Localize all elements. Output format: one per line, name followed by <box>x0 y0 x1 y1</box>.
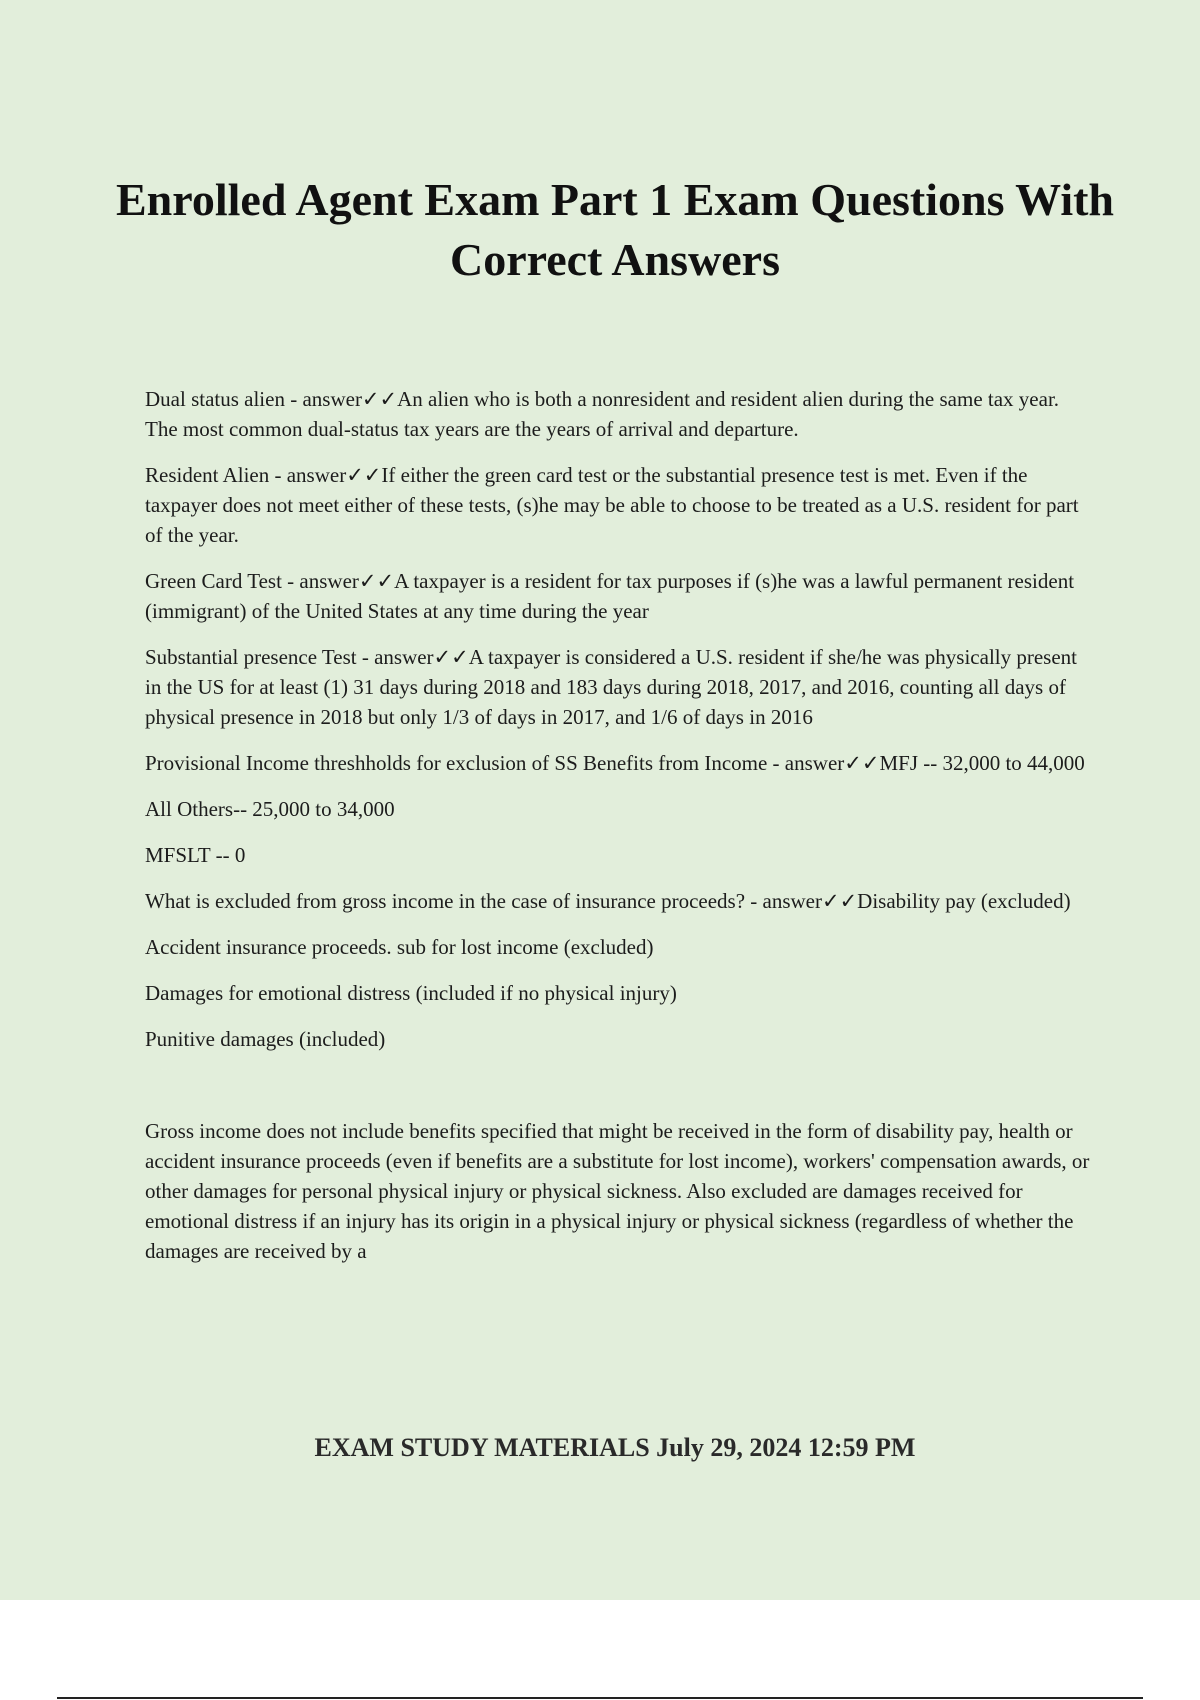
qa-provisional-income: Provisional Income threshholds for exclusion of SS Benefits from Income - answer✓✓MFJ -- 32,000 to 44,000 <box>145 751 1085 775</box>
document-body <box>145 384 1095 1282</box>
document-title: Enrolled Agent Exam Part 1 Exam Questions With Correct Answers <box>115 174 1115 285</box>
qa-substantial-presence-test: Substantial presence Test - answer✓✓A taxpayer is considered a U.S. resident if she/he was physically present in the US for at least (1) 31 days during 2018 and 183 days during 2018, 2017, and 2016, counting all days of physical presence in 2018 but only 1/3 of days in 2017, and 1/6 of days in 2016 <box>145 645 1077 729</box>
qa-resident-alien: Resident Alien - answer✓✓If either the green card test or the substantial presence test is met. Even if the taxpayer does not meet either of these tests, (s)he may be able to choose to be treated as a U.S. resident for part of the year. <box>145 463 1079 547</box>
document-footer: EXAM STUDY MATERIALS July 29, 2024 12:59 PM <box>314 1433 916 1462</box>
qa-insurance-proceeds: What is excluded from gross income in the case of insurance proceeds? - answer✓✓Disability pay (excluded) <box>145 889 1071 913</box>
gross-income-explanation: Gross income does not include benefits specified that might be received in the form of disability pay, health or accident insurance proceeds (even if benefits are a substitute for lost income), workers' compensation awards, or other damages for personal physical injury or physical sickness. Also excluded are damages received for emotional distress if an injury has its origin in a physical injury or physical sickness (regardless of whether the damages are received by a <box>145 1119 1090 1263</box>
qa-green-card-test: Green Card Test - answer✓✓A taxpayer is a resident for tax purposes if (s)he was a lawful permanent resident (immigrant) of the United States at any time during the year <box>145 569 1075 623</box>
qa-dual-status-alien: Dual status alien - answer✓✓An alien who is both a nonresident and resident alien during the same tax year. The most common dual-status tax years are the years of arrival and departure. <box>145 387 1060 441</box>
qa-provisional-income-others: All Others-- 25,000 to 34,000 <box>145 797 395 821</box>
qa-provisional-income-mfslt: MFSLT -- 0 <box>145 843 246 867</box>
bottom-divider <box>57 1697 1143 1699</box>
qa-punitive-damages: Punitive damages (included) <box>145 1027 386 1051</box>
qa-accident-insurance: Accident insurance proceeds. sub for lost income (excluded) <box>145 935 654 959</box>
qa-emotional-distress: Damages for emotional distress (included if no physical injury) <box>145 981 677 1005</box>
